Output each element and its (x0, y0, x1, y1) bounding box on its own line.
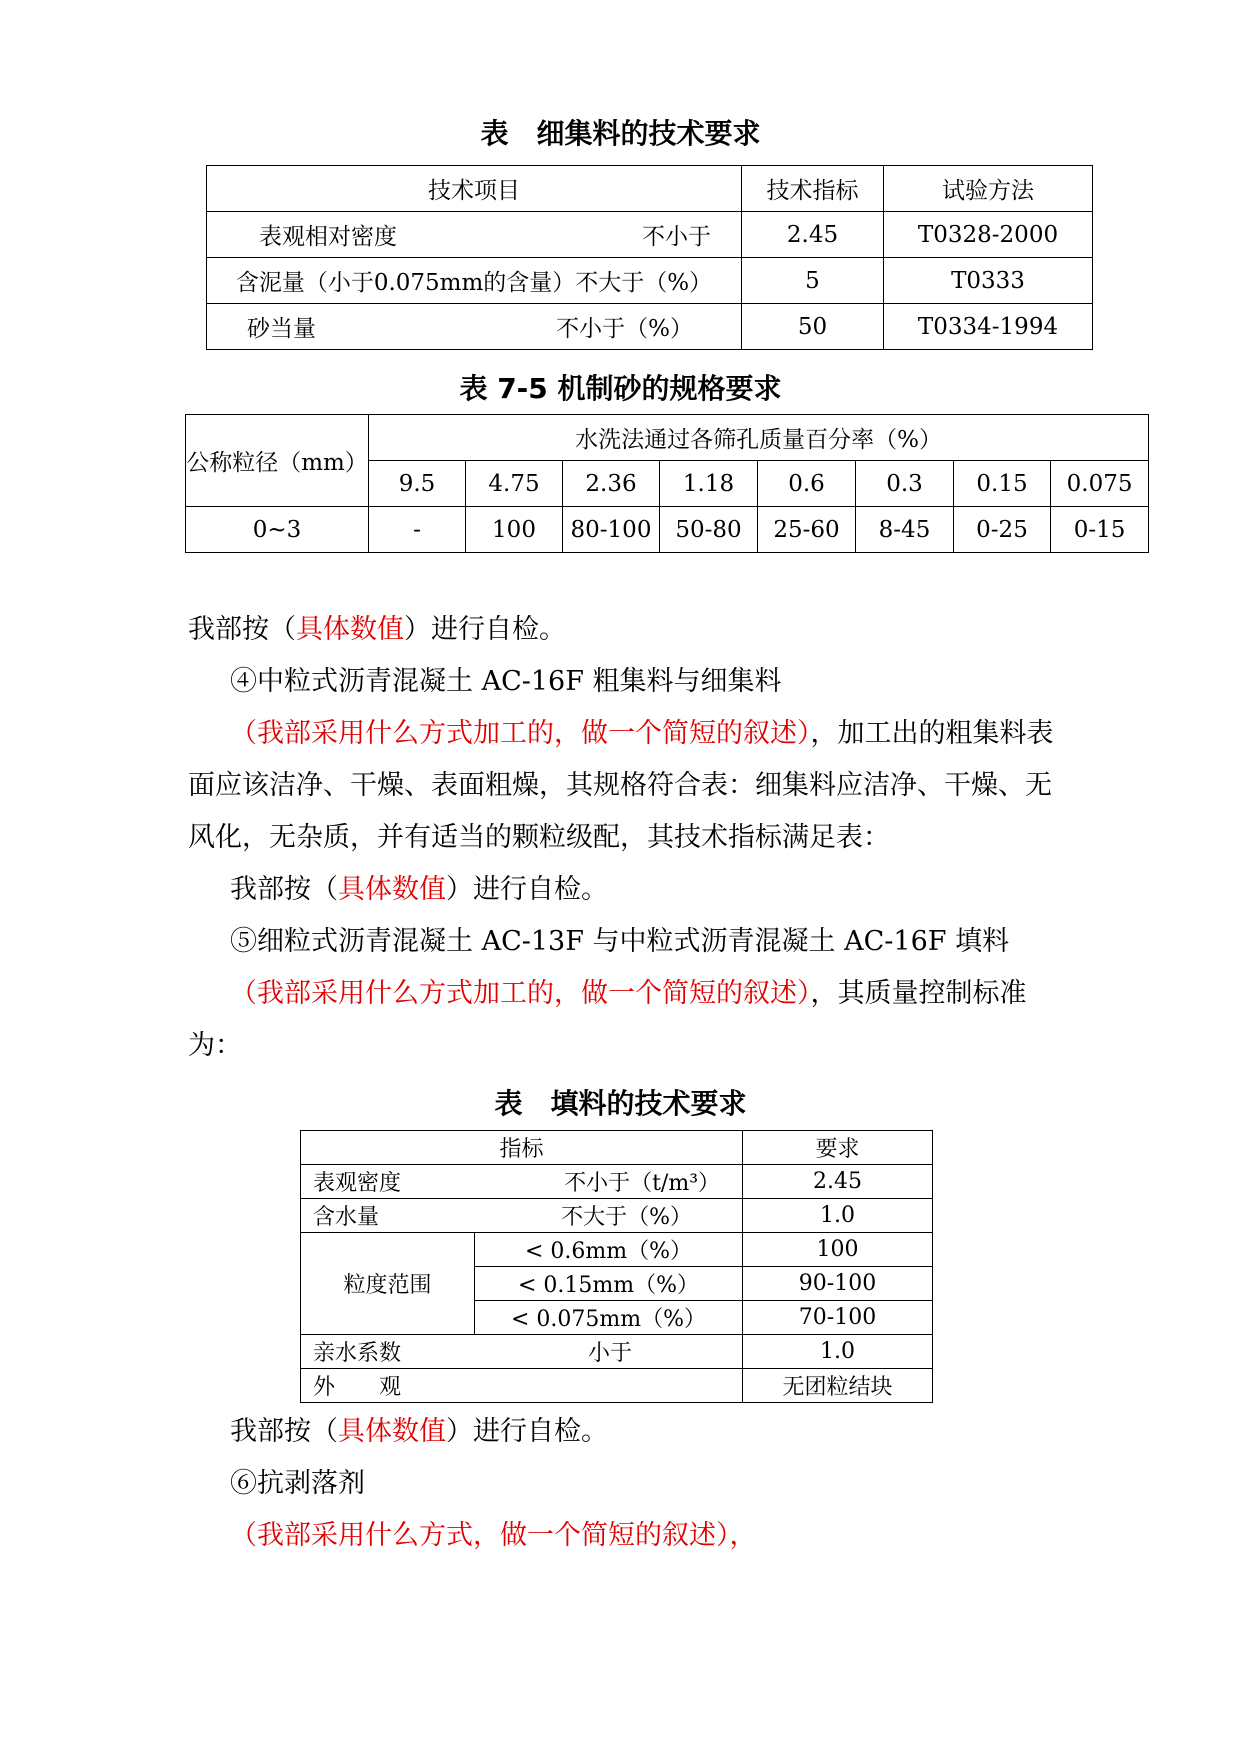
row-name: 含水量 (313, 1205, 380, 1230)
row2-value: 5 (742, 258, 884, 304)
text: 我部按（ (188, 614, 296, 645)
sieve-header: 0.6 (758, 461, 856, 507)
sieve-header: 0.3 (856, 461, 954, 507)
row1-item (207, 212, 742, 258)
paragraph-self-check (188, 604, 1058, 656)
sieve-header: 9.5 (369, 461, 466, 507)
moisture-row (301, 1199, 743, 1233)
passing-value: 0-15 (1051, 507, 1149, 553)
header-requirement: 要求 (743, 1131, 933, 1165)
row1-item-name: 表观相对密度 (259, 224, 397, 250)
text: 我部按（ (230, 1416, 338, 1447)
sieve-header: 2.36 (563, 461, 660, 507)
moisture-value: 1.0 (743, 1199, 933, 1233)
header-method: 试验方法 (884, 166, 1093, 212)
closing-text (188, 1406, 1058, 1562)
header-index: 指标 (301, 1131, 743, 1165)
placeholder-text: 具体数值 (338, 1416, 446, 1447)
body-text (188, 604, 1058, 1072)
row2-method: T0333 (884, 258, 1093, 304)
paragraph-heading-4: ④中粒式沥青混凝土 AC-16F 粗集料与细集料 (230, 666, 782, 697)
grading-value: 100 (743, 1233, 933, 1267)
row1-item-cond: 不小于 (642, 224, 711, 250)
text: ）进行自检。 (446, 1416, 608, 1447)
row-name: 表观密度 (313, 1171, 402, 1196)
sieve-header: 4.75 (466, 461, 563, 507)
text: ）进行自检。 (446, 874, 608, 905)
passing-value: 100 (466, 507, 563, 553)
density-row (301, 1165, 743, 1199)
appearance-value: 无团粒结块 (743, 1369, 933, 1403)
sieve-header: 1.18 (660, 461, 758, 507)
paragraph-anti-stripping: （我部采用什么方式，做一个简短的叙述）， (230, 1520, 757, 1551)
row1-method: T0328-2000 (884, 212, 1093, 258)
table3-title: 表 填料的技术要求 (494, 1087, 747, 1120)
passing-value: 80-100 (563, 507, 660, 553)
row-cond: 不大于（%） (561, 1205, 693, 1230)
row-cond: 小于 (588, 1341, 633, 1366)
paragraph-heading-5: ⑤细粒式沥青混凝土 AC-13F 与中粒式沥青混凝土 AC-16F 填料 (230, 926, 1010, 957)
row1-value: 2.45 (742, 212, 884, 258)
passing-value: 8-45 (856, 507, 954, 553)
passing-rate-header: 水洗法通过各筛孔质量百分率（%） (369, 415, 1149, 461)
fine-aggregate-table (206, 165, 1093, 350)
row3-item-name: 砂当量 (247, 316, 316, 342)
passing-value: 50-80 (660, 507, 758, 553)
table1-title: 表 细集料的技术要求 (480, 117, 761, 150)
paragraph-aggregate-spec (188, 708, 1058, 864)
grading-sieve: < 0.15mm（%） (475, 1267, 743, 1301)
text: 我部按（ (230, 874, 338, 905)
grading-value: 70-100 (743, 1301, 933, 1335)
text: ，其质量控制标准为： (188, 978, 1027, 1061)
paragraph-self-check (188, 1406, 1058, 1458)
passing-value: - (369, 507, 466, 553)
header-item: 技术项目 (207, 166, 742, 212)
machine-sand-table (185, 414, 1149, 553)
placeholder-text: （我部采用什么方式加工的，做一个简短的叙述） (230, 978, 811, 1009)
row-name: 亲水系数 (313, 1341, 402, 1366)
passing-value: 25-60 (758, 507, 856, 553)
row3-item (207, 304, 742, 350)
appearance-row: 外 观 (301, 1369, 743, 1403)
table2-title: 表 7-5 机制砂的规格要求 (459, 372, 782, 405)
row3-item-cond: 不小于（%） (556, 316, 693, 342)
nominal-size-header: 公称粒径（mm） (186, 415, 369, 507)
paragraph-filler-spec (188, 968, 1058, 1072)
hydrophilic-value: 1.0 (743, 1335, 933, 1369)
grading-value: 90-100 (743, 1267, 933, 1301)
placeholder-text: 具体数值 (296, 614, 404, 645)
paragraph-self-check (188, 864, 1058, 916)
grading-label: 粒度范围 (301, 1233, 475, 1335)
header-index: 技术指标 (742, 166, 884, 212)
filler-table (300, 1130, 933, 1403)
density-value: 2.45 (743, 1165, 933, 1199)
placeholder-text: （我部采用什么方式加工的，做一个简短的叙述） (230, 718, 811, 749)
row-cond: 不小于（t/m³） (564, 1171, 721, 1196)
sieve-header: 0.15 (954, 461, 1051, 507)
grading-sieve: < 0.075mm（%） (475, 1301, 743, 1335)
size-label: 0~3 (186, 507, 369, 553)
passing-value: 0-25 (954, 507, 1051, 553)
paragraph-heading-6: ⑥抗剥落剂 (230, 1468, 365, 1499)
sieve-header: 0.075 (1051, 461, 1149, 507)
row2-item: 含泥量（小于0.075mm的含量）不大于（%） (207, 258, 742, 304)
placeholder-text: 具体数值 (338, 874, 446, 905)
text: ，加工出的粗集料表面应该洁净、干燥、表面粗燥，其规格符合表：细集料应洁净、干燥、无风化，无杂质，并有适当的颗粒级配，其技术指标满足表： (188, 718, 1054, 853)
grading-sieve: < 0.6mm（%） (475, 1233, 743, 1267)
hydrophilic-row (301, 1335, 743, 1369)
text: ）进行自检。 (404, 614, 566, 645)
row3-method: T0334-1994 (884, 304, 1093, 350)
row3-value: 50 (742, 304, 884, 350)
